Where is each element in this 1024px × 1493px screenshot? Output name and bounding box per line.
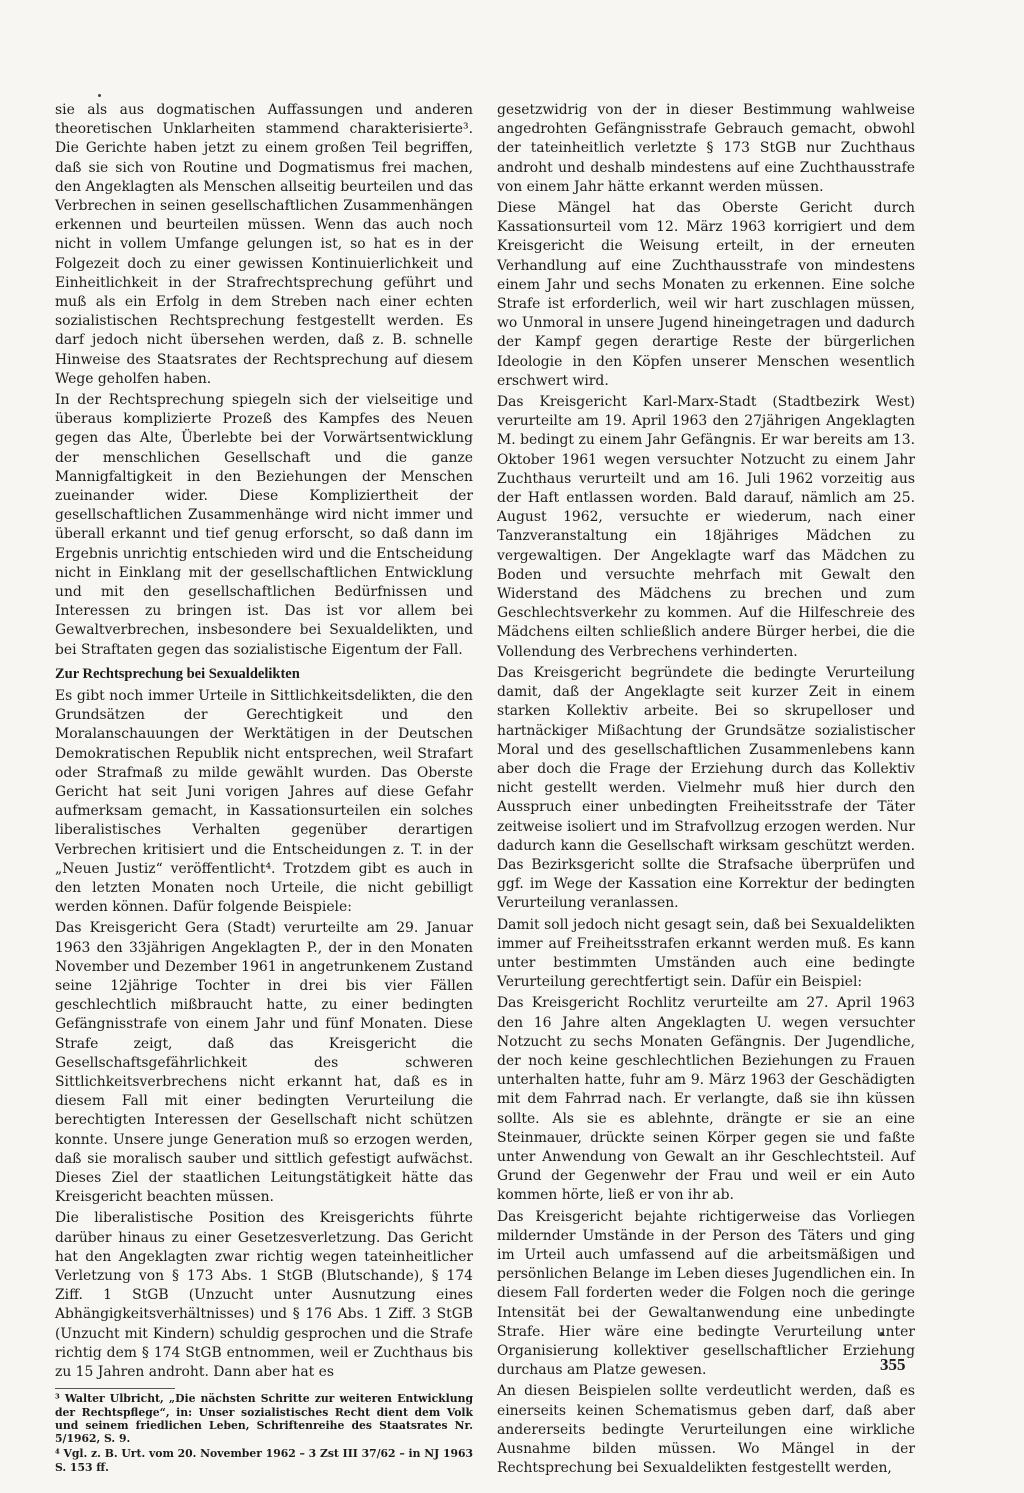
paragraph: Das Kreisgericht Rochlitz verurteilte am 27. April 1963 den 16 Jahre alten Angeklagten U. wegen versuchter Notzucht zu sechs Monaten Gefängnis. Der Jugendliche, der noch keine geschlechtlichen Beziehungen zu Frauen unterhalten hatte, fuhr am 9. März 1963 der Geschädigten mit dem Fahrrad nach. Er verlangte, daß sie ihn küssen sollte. Als sie es ablehnte, drängte er sie an eine Steinmauer, drückte seinen Körper gegen sie und faßte unter Anwendung von Gewalt an ihr Geschlechtsteil. Auf Grund der Gegenwehr der Frau und weil er ein Auto kommen hörte, ließ er von ihr ab. bbox=[497, 995, 915, 1204]
footnote: ⁴ Vgl. z. B. Urt. vom 20. November 1962 – 3 Zst III 37/62 – in NJ 1963 S. 153 ff. bbox=[55, 1447, 473, 1474]
paragraph: Das Kreisgericht Gera (Stadt) verurteilte am 29. Januar 1963 den 33jährigen Angeklagten P., der in den Monaten November und Dezember 1961 in angetrunkenem Zustand seine 12jährige Tochter in drei bis vier Fällen geschlechtlich mißbraucht hatte, zu einer bedingten Gefängnisstrafe von einem Jahr und fünf Monaten. Diese Strafe zeigt, daß das Kreisgericht die Gesellschaftsgefährlichkeit des schweren Sittlichkeitsverbrechens nicht erkannt hat, daß es in diesem Fall mit einer bedingten Verurteilung die berechtigten Interessen der Gesellschaft nicht schützen konnte. Unsere junge Generation muß so erzogen werden, daß sie moralisch sauber und sittlich gefestigt aufwächst. Dieses Ziel der staatlichen Leitungstätigkeit hätte das Kreisgericht beachten müssen. bbox=[55, 920, 473, 1206]
paragraph: In der Rechtsprechung spiegeln sich der vielseitige und überaus komplizierte Prozeß des Kampfes des Neuen gegen das Alte, Überlebte bei der Vorwärtsentwicklung der menschlichen Gesellschaft und die ganze Mannigfaltigkeit in den Beziehungen der Menschen zueinander wider. Diese Kompliziertheit der gesellschaftlichen Zusammenhänge wird nicht immer und überall erkannt und tief genug erforscht, so daß dann im Ergebnis unrichtig entschieden wird und die Entscheidung nicht in Einklang mit der gesellschaftlichen Entwicklung und mit den gesellschaftlichen Bedürfnissen und Interessen zu bringen ist. Das ist vor allem bei Gewaltverbrechen, insbesondere bei Sexualdelikten, und bei Straftaten gegen das sozialistische Eigentum der Fall. bbox=[55, 392, 473, 658]
paragraph: Damit soll jedoch nicht gesagt sein, daß bei Sexualdelikten immer auf Freiheitsstrafen erkannt werden muß. Es kann unter bestimmten Umständen auch eine bedingte Verurteilung gerechtfertigt sein. Dafür ein Beispiel: bbox=[497, 916, 915, 991]
paragraph: sie als aus dogmatischen Auffassungen und anderen theoretischen Unklarheiten stammend charakterisierte³. Die Gerichte haben jetzt zu einem großen Teil begriffen, daß sie sich von Routine und Dogmatismus frei machen, den Angeklagten als Menschen allseitig beurteilen und das Verbrechen in seinen gesellschaftlichen Zusammenhängen erkennen und beurteilen müssen. Wenn das auch noch nicht in vollem Umfange gelungen ist, so hat es in der Folgezeit doch zu einer gewissen Kontinuierlichkeit und Einheitlichkeit in der Strafrechtsprechung geführt und muß als ein Erfolg in dem Streben nach einer echten sozialistischen Rechtsprechung festgestellt werden. Es darf jedoch nicht übersehen werden, daß z. B. schnelle Hinweise des Staatsrates der Rechtsprechung auf diesem Wege geholfen haben. bbox=[55, 102, 473, 387]
right-column bbox=[497, 101, 915, 1480]
footnote: ³ Walter Ulbricht, „Die nächsten Schritte zur weiteren Entwicklung der Rechtspflege“, in: Unser sozialistisches Recht dient dem Volk und seinem friedlichen Leben, Schriftenreihe des Staatsrates Nr. 5/1962, S. 9. bbox=[55, 1392, 473, 1446]
paragraph: Diese Mängel hat das Oberste Gericht durch Kassationsurteil vom 12. März 1963 korrigiert und dem Kreisgericht die Weisung erteilt, in der erneuten Verhandlung auf eine Zuchthausstrafe von mindestens einem Jahr und sechs Monaten zu erkennen. Eine solche Strafe ist erforderlich, weil wir hart zuschlagen müssen, wo Unmoral in unsere Jugend hineingetragen und dadurch der Kampf gegen derartige Reste der bürgerlichen Ideologie in den Köpfen unserer Menschen wesentlich erschwert wird. bbox=[497, 200, 915, 389]
ink-speck bbox=[98, 94, 101, 97]
paragraph: Das Kreisgericht bejahte richtigerweise das Vorliegen mildernder Umstände in der Person des Täters und ging im Urteil auch umfassend auf die arbeitsmäßigen und persönlichen Belange im Leben dieses Jugendlichen ein. In diesem Fall forderten weder die Folgen noch die geringe Intensität bei der Gewaltanwendung eine unbedingte Strafe. Hier wäre eine bedingte Verurteilung unter Organisierung kollektiver gesellschaftlicher Erziehung durchaus am Platze gewesen. bbox=[497, 1208, 915, 1379]
paragraph: Es gibt noch immer Urteile in Sittlichkeitsdelikten, die den Grundsätzen der Gerechtigkeit und den Moralanschauungen der Werktätigen in der Deutschen Demokratischen Republik nicht entsprechen, weil Strafart oder Strafmaß zu milde gewählt wurden. Das Oberste Gericht hat seit Juni vorigen Jahres auf diese Gefahr aufmerksam gemacht, in Kassationsurteilen ein solches liberalistisches Verhalten gegenüber derartigen Verbrechen kritisiert und die Entscheidungen z. T. in der „Neuen Justiz“ veröffentlicht⁴. Trotzdem gibt es auch in den letzten Monaten noch Urteile, die nicht gebilligt werden können. Dafür folgende Beispiele: bbox=[55, 687, 473, 916]
page-number: 355 bbox=[880, 1355, 906, 1374]
left-column bbox=[55, 101, 473, 1476]
paragraph: Das Kreisgericht Karl-Marx-Stadt (Stadtbezirk West) verurteilte am 19. April 1963 den 27jährigen Angeklagten M. bedingt zu einem Jahr Gefängnis. Er war bereits am 13. Oktober 1961 wegen versuchter Notzucht zu einem Jahr Zuchthaus verurteilt und am 16. Juli 1962 vorzeitig aus der Haft entlassen worden. Bald darauf, nämlich am 25. August 1962, versuchte er wiederum, nach einer Tanzveranstaltung ein 18jähriges Mädchen zu vergewaltigen. Der Angeklagte warf das Mädchen zu Boden und versuchte mehrfach mit Gewalt den Widerstand des Mädchens zu brechen und zum Geschlechtsverkehr zu kommen. Auf die Hilfeschreie des Mädchens eilten schließlich andere Bürger herbei, die die Vollendung des Verbrechens verhinderten. bbox=[497, 394, 915, 660]
paragraph: Das Kreisgericht begründete die bedingte Verurteilung damit, daß der Angeklagte seit kurzer Zeit in einem starken Kollektiv arbeite. Bei so skrupelloser und hartnäckiger Mißachtung der Grundsätze sozialistischer Moral und des gesellschaftlichen Zusammenlebens kann aber doch die Frage der Erziehung durch das Kollektiv nicht gestellt werden. Vielmehr muß hier durch den Ausspruch einer unbedingten Freiheitsstrafe der Täter zeitweise isoliert und im Strafvollzug erzogen werden. Nur dadurch kann die Gesellschaft wirksam geschützt werden. Das Bezirksgericht sollte die Strafsache überprüfen und ggf. im Wege der Kassation eine Korrektur der bedingten Verurteilung veranlassen. bbox=[497, 664, 915, 912]
paragraph: An diesen Beispielen sollte verdeutlicht werden, daß es einerseits keinen Schematismus geben darf, daß aber andererseits bedingte Verurteilungen eine wirkliche Ausnahme bilden müssen. Wo Mängel in der Rechtsprechung bei Sexualdelikten festgestellt werden, bbox=[497, 1383, 915, 1477]
paragraph: Die liberalistische Position des Kreisgerichts führte darüber hinaus zu einer Gesetzesverletzung. Das Gericht hat den Angeklagten zwar richtig wegen tateinheitlicher Verletzung von § 173 Abs. 1 StGB (Blutschande), § 174 Ziff. 1 StGB (Unzucht unter Ausnutzung eines Abhängigkeitsverhältnisses) und § 176 Abs. 1 Ziff. 3 StGB (Unzucht mit Kindern) schuldig gesprochen und die Strafe richtig dem § 174 StGB entnommen, weil er Zuchthaus bis zu 15 Jahren androht. Dann aber hat es bbox=[55, 1210, 473, 1380]
paragraph: gesetzwidrig von der in dieser Bestimmung wahlweise angedrohten Gefängnisstrafe Gebrauch gemacht, obwohl der tateinheitlich verletzte § 173 StGB nur Zuchthaus androht und deshalb mindestens auf eine Zuchthausstrafe von einem Jahr hätte erkannt werden müssen. bbox=[497, 102, 915, 195]
section-heading: Zur Rechtsprechung bei Sexualdelikten bbox=[55, 665, 300, 682]
